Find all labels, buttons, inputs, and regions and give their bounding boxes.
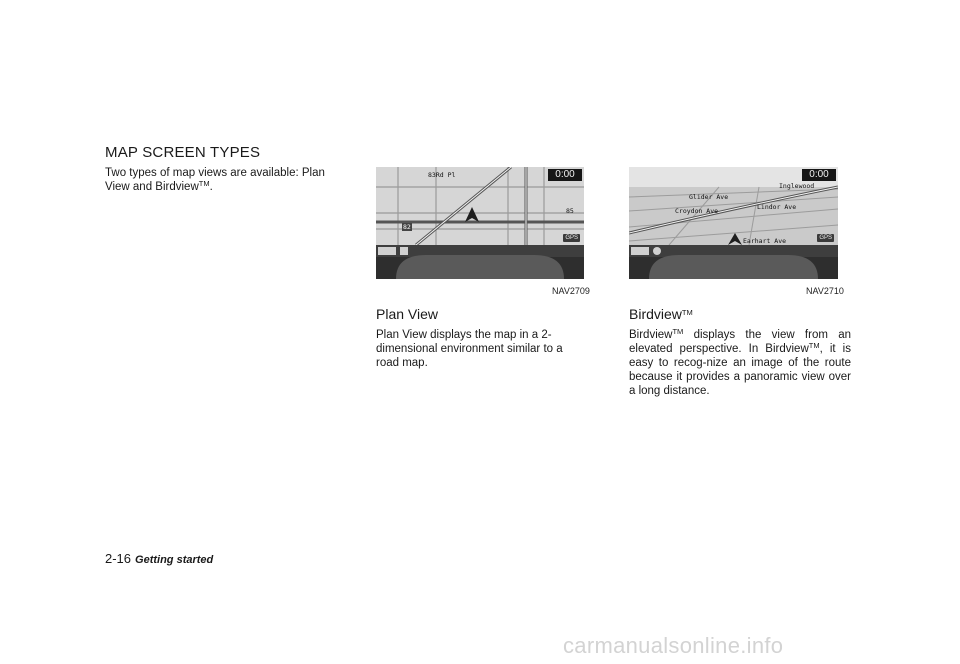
footer-section-name: Getting started	[135, 554, 214, 566]
city-label: Inglewood	[779, 182, 815, 190]
street-label: Earhart Ave	[743, 237, 787, 245]
clock-display: 0:00	[548, 169, 582, 181]
birdview-heading	[629, 306, 693, 322]
figure-code-plan: NAV2709	[552, 286, 590, 296]
birdview-heading-text: Birdview	[629, 306, 682, 322]
clock-display: 0:00	[802, 169, 836, 181]
intro-period: .	[209, 181, 213, 193]
trademark-mark: TM	[808, 341, 820, 350]
trademark-mark: TM	[198, 179, 210, 188]
street-label: Lindor Ave	[757, 203, 797, 211]
gps-indicator: GPS	[565, 235, 578, 241]
intro-paragraph	[105, 166, 350, 194]
trademark-mark: TM	[681, 308, 693, 317]
section-title: MAP SCREEN TYPES	[105, 144, 261, 161]
street-label: 83Rd Pl	[428, 171, 456, 179]
plan-view-screenshot	[376, 167, 584, 279]
birdview-screenshot	[629, 167, 838, 279]
birdview-text: displays the view from an elevated perspective. In Birdview	[629, 329, 851, 355]
plan-view-description: Plan View displays the map in a 2-dimensional environment similar to a road map.	[376, 329, 563, 369]
intro-text: Two types of map views are available: Plan View and Birdview	[105, 167, 325, 193]
gps-indicator: GPS	[819, 235, 832, 241]
figure-code-birdview: NAV2710	[806, 286, 844, 296]
street-label: Croydon Ave	[675, 207, 719, 215]
page-number: 2-16	[105, 551, 132, 566]
trademark-mark: TM	[672, 327, 684, 336]
plan-view-heading: Plan View	[376, 306, 439, 322]
birdview-text: , it is easy to recog-nize an image of the route because it provides a panoramic view over a long distance.	[629, 343, 851, 397]
birdview-text: Birdview	[629, 329, 673, 341]
birdview-description	[629, 328, 851, 398]
street-label: 85	[566, 207, 574, 215]
page-footer	[105, 551, 213, 566]
street-label: Glider Ave	[689, 193, 729, 201]
watermark: carmanualsonline.info	[563, 633, 784, 658]
route-shield-icon: 82	[403, 223, 411, 231]
